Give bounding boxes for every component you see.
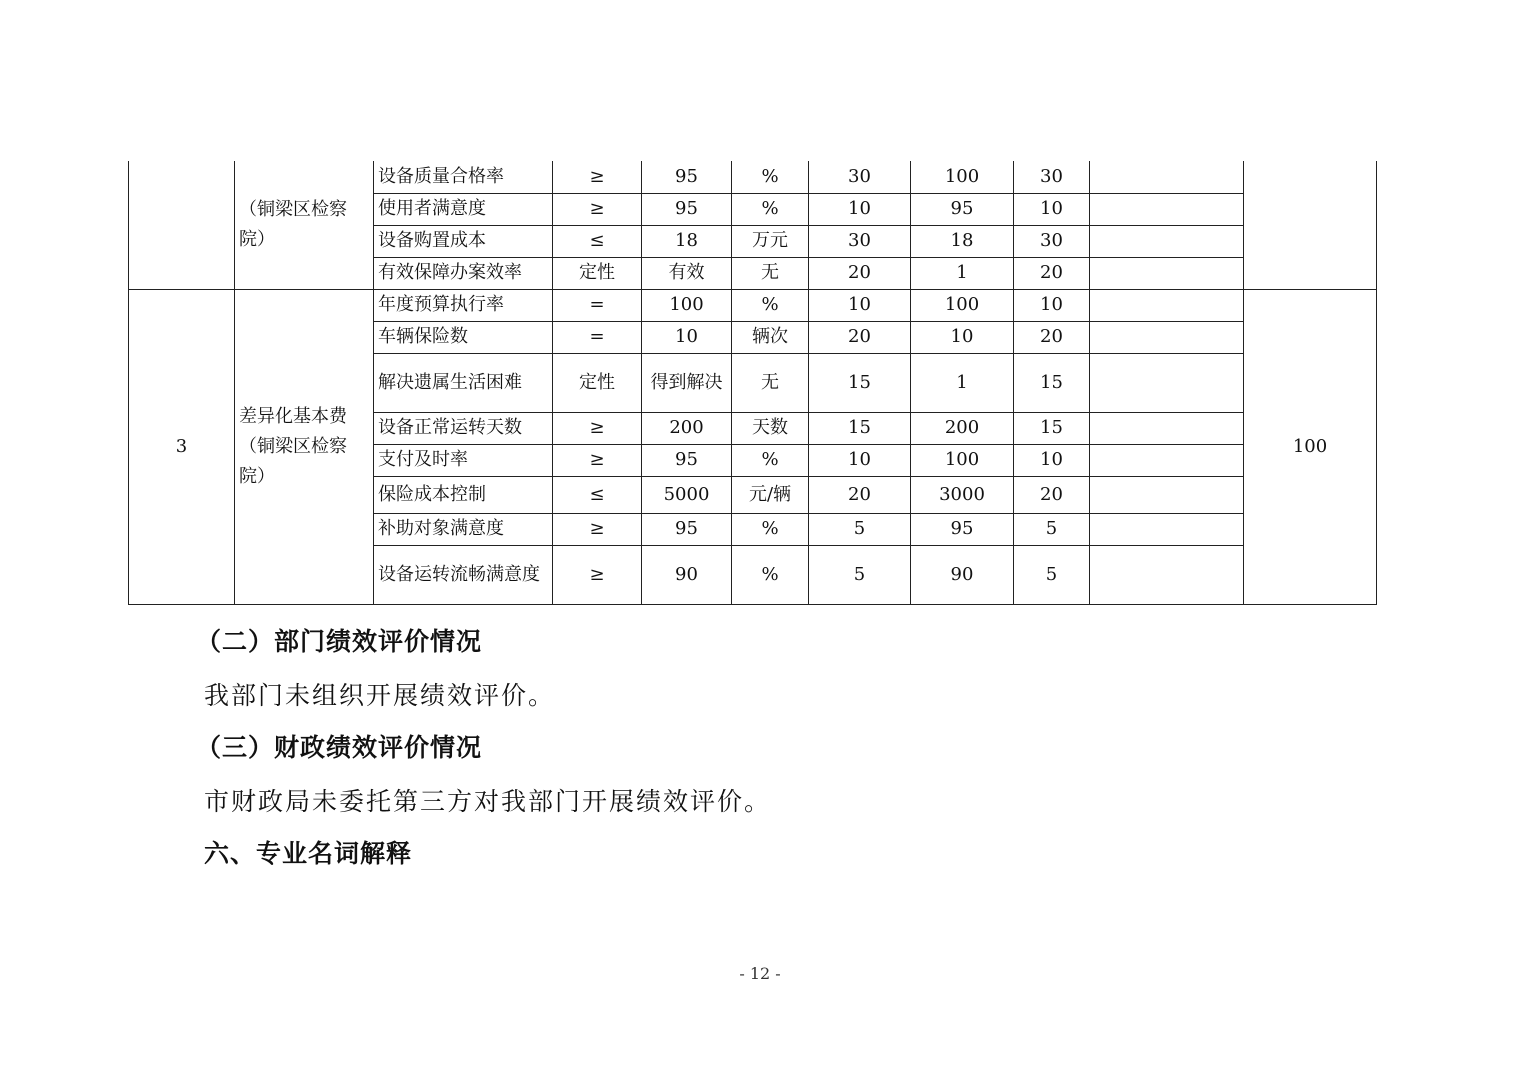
indicator-cell: 有效保障办案效率 bbox=[374, 257, 553, 289]
weight-cell: 30 bbox=[809, 225, 911, 257]
indicator-cell: 支付及时率 bbox=[374, 444, 553, 476]
target-cell: 18 bbox=[642, 225, 732, 257]
indicator-cell: 设备购置成本 bbox=[374, 225, 553, 257]
actual-cell: 100 bbox=[911, 161, 1014, 193]
remark-cell bbox=[1090, 321, 1244, 353]
unit-cell: % bbox=[732, 545, 809, 604]
actual-cell: 1 bbox=[911, 257, 1014, 289]
score-cell: 15 bbox=[1014, 353, 1090, 412]
unit-cell: 无 bbox=[732, 257, 809, 289]
remark-cell bbox=[1090, 476, 1244, 513]
weight-cell: 20 bbox=[809, 476, 911, 513]
remark-cell bbox=[1090, 353, 1244, 412]
target-cell: 95 bbox=[642, 513, 732, 545]
remark-cell bbox=[1090, 412, 1244, 444]
score-cell: 5 bbox=[1014, 545, 1090, 604]
operator-cell: ≥ bbox=[553, 193, 642, 225]
weight-cell: 30 bbox=[809, 161, 911, 193]
score-cell: 30 bbox=[1014, 225, 1090, 257]
actual-cell: 1 bbox=[911, 353, 1014, 412]
actual-cell: 18 bbox=[911, 225, 1014, 257]
table-row bbox=[129, 289, 1377, 321]
weight-cell: 5 bbox=[809, 513, 911, 545]
score-cell: 15 bbox=[1014, 412, 1090, 444]
weight-cell: 10 bbox=[809, 289, 911, 321]
operator-cell: ≤ bbox=[553, 225, 642, 257]
weight-cell: 10 bbox=[809, 444, 911, 476]
operator-cell: = bbox=[553, 321, 642, 353]
target-cell: 得到解决 bbox=[642, 353, 732, 412]
score-cell: 20 bbox=[1014, 257, 1090, 289]
indicator-cell: 使用者满意度 bbox=[374, 193, 553, 225]
weight-cell: 10 bbox=[809, 193, 911, 225]
table-row bbox=[129, 161, 1377, 193]
unit-cell: % bbox=[732, 444, 809, 476]
project-name-cell: （铜梁区检察院） bbox=[235, 161, 374, 289]
target-cell: 100 bbox=[642, 289, 732, 321]
operator-cell: ≥ bbox=[553, 412, 642, 444]
remark-cell bbox=[1090, 289, 1244, 321]
actual-cell: 95 bbox=[911, 193, 1014, 225]
total-score-cell bbox=[1244, 161, 1377, 289]
section-text-fin-eval: 市财政局未委托第三方对我部门开展绩效评价。 bbox=[204, 787, 772, 816]
score-cell: 10 bbox=[1014, 444, 1090, 476]
unit-cell: % bbox=[732, 161, 809, 193]
remark-cell bbox=[1090, 513, 1244, 545]
total-score-cell: 100 bbox=[1244, 289, 1377, 604]
operator-cell: ≤ bbox=[553, 476, 642, 513]
target-cell: 95 bbox=[642, 193, 732, 225]
remark-cell bbox=[1090, 545, 1244, 604]
indicator-cell: 补助对象满意度 bbox=[374, 513, 553, 545]
weight-cell: 5 bbox=[809, 545, 911, 604]
target-cell: 5000 bbox=[642, 476, 732, 513]
weight-cell: 15 bbox=[809, 412, 911, 444]
unit-cell: 万元 bbox=[732, 225, 809, 257]
unit-cell: % bbox=[732, 513, 809, 545]
operator-cell: 定性 bbox=[553, 257, 642, 289]
remark-cell bbox=[1090, 193, 1244, 225]
unit-cell: 辆次 bbox=[732, 321, 809, 353]
actual-cell: 10 bbox=[911, 321, 1014, 353]
score-cell: 20 bbox=[1014, 321, 1090, 353]
indicator-cell: 设备质量合格率 bbox=[374, 161, 553, 193]
score-cell: 5 bbox=[1014, 513, 1090, 545]
weight-cell: 15 bbox=[809, 353, 911, 412]
actual-cell: 200 bbox=[911, 412, 1014, 444]
operator-cell: = bbox=[553, 289, 642, 321]
score-cell: 10 bbox=[1014, 289, 1090, 321]
page-number: - 12 - bbox=[739, 964, 781, 983]
actual-cell: 90 bbox=[911, 545, 1014, 604]
indicator-cell: 车辆保险数 bbox=[374, 321, 553, 353]
actual-cell: 100 bbox=[911, 289, 1014, 321]
target-cell: 90 bbox=[642, 545, 732, 604]
performance-table bbox=[128, 161, 1377, 605]
operator-cell: ≥ bbox=[553, 513, 642, 545]
actual-cell: 100 bbox=[911, 444, 1014, 476]
target-cell: 有效 bbox=[642, 257, 732, 289]
project-name-cell: 差异化基本费（铜梁区检察院） bbox=[235, 289, 374, 604]
score-cell: 10 bbox=[1014, 193, 1090, 225]
project-number-cell: 3 bbox=[129, 289, 235, 604]
unit-cell: 天数 bbox=[732, 412, 809, 444]
operator-cell: 定性 bbox=[553, 353, 642, 412]
weight-cell: 20 bbox=[809, 257, 911, 289]
operator-cell: ≥ bbox=[553, 545, 642, 604]
section-heading-glossary: 六、专业名词解释 bbox=[204, 839, 413, 868]
target-cell: 10 bbox=[642, 321, 732, 353]
indicator-cell: 保险成本控制 bbox=[374, 476, 553, 513]
remark-cell bbox=[1090, 257, 1244, 289]
unit-cell: % bbox=[732, 289, 809, 321]
actual-cell: 95 bbox=[911, 513, 1014, 545]
section-heading-dept-eval: （二）部门绩效评价情况 bbox=[196, 627, 483, 656]
indicator-cell: 设备正常运转天数 bbox=[374, 412, 553, 444]
project-number-cell bbox=[129, 161, 235, 289]
actual-cell: 3000 bbox=[911, 476, 1014, 513]
section-text-dept-eval: 我部门未组织开展绩效评价。 bbox=[204, 681, 556, 710]
remark-cell bbox=[1090, 225, 1244, 257]
unit-cell: 元/辆 bbox=[732, 476, 809, 513]
weight-cell: 20 bbox=[809, 321, 911, 353]
section-heading-fin-eval: （三）财政绩效评价情况 bbox=[196, 733, 483, 762]
target-cell: 95 bbox=[642, 161, 732, 193]
indicator-cell: 解决遗属生活困难 bbox=[374, 353, 553, 412]
indicator-cell: 年度预算执行率 bbox=[374, 289, 553, 321]
remark-cell bbox=[1090, 161, 1244, 193]
score-cell: 20 bbox=[1014, 476, 1090, 513]
target-cell: 95 bbox=[642, 444, 732, 476]
score-cell: 30 bbox=[1014, 161, 1090, 193]
unit-cell: 无 bbox=[732, 353, 809, 412]
unit-cell: % bbox=[732, 193, 809, 225]
target-cell: 200 bbox=[642, 412, 732, 444]
operator-cell: ≥ bbox=[553, 161, 642, 193]
remark-cell bbox=[1090, 444, 1244, 476]
indicator-cell: 设备运转流畅满意度 bbox=[374, 545, 553, 604]
operator-cell: ≥ bbox=[553, 444, 642, 476]
